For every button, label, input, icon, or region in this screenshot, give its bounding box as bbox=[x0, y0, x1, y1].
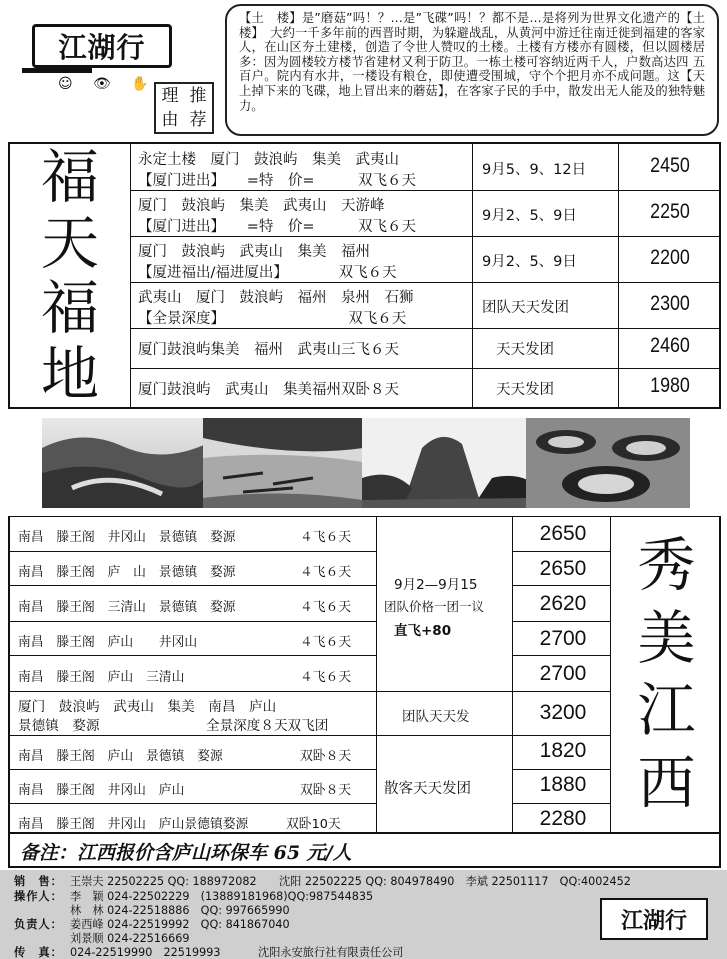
scenery-photo-strip bbox=[8, 410, 721, 516]
individual-daily-departure: 散客天天发团 bbox=[384, 781, 471, 797]
route-price: 3200 bbox=[539, 701, 587, 724]
route-duration: ４飞６天 bbox=[300, 670, 352, 685]
logo-underline bbox=[22, 68, 92, 73]
operator-contact: 林 林 024-22518886 QQ: 997665990 bbox=[70, 904, 290, 917]
sales-contacts: 王崇夫 22502225 QQ: 188972082 沈阳 22502225 QQ: 804978490 李斌 22501117 QQ:4002452 bbox=[70, 875, 631, 888]
row-divider bbox=[512, 621, 610, 622]
route-detail: 【厦门进出】 =特 价= 双飞６天 bbox=[138, 173, 417, 189]
route-duration: 全景深度８天双飞团 bbox=[206, 718, 329, 734]
route-line: 南昌 滕王阁 庐山 井冈山 bbox=[18, 635, 198, 650]
title-char: 江 bbox=[637, 676, 696, 745]
route-price: 1820 bbox=[539, 739, 587, 762]
route-dates: 9月2、5、9日 bbox=[482, 208, 577, 224]
row-divider bbox=[10, 621, 376, 622]
column-divider bbox=[512, 517, 513, 833]
route-line: 南昌 滕王阁 井冈山 景德镇 婺源 bbox=[18, 530, 236, 545]
title-char: 秀 bbox=[637, 531, 696, 600]
route-duration: ４飞６天 bbox=[300, 600, 352, 615]
footer-logo: 江湖行 bbox=[600, 898, 708, 940]
logo-text: 江湖行 bbox=[58, 31, 146, 64]
route-line: 南昌 滕王阁 庐山 三清山 bbox=[18, 670, 185, 685]
route-duration: 双卧８天 bbox=[300, 749, 352, 764]
title-char: 福 bbox=[40, 274, 99, 343]
sales-label: 销 售： bbox=[14, 875, 63, 888]
jiangxi-title bbox=[614, 517, 719, 831]
row-divider bbox=[10, 691, 610, 692]
fujian-route-table bbox=[8, 142, 721, 409]
row-divider bbox=[130, 368, 721, 369]
photo-tulou-roundhouses bbox=[526, 418, 690, 508]
manager-label: 负责人： bbox=[14, 918, 63, 931]
title-char: 美 bbox=[637, 603, 696, 672]
route-price: 2280 bbox=[539, 807, 587, 830]
route-dates: 天天发团 bbox=[496, 382, 554, 398]
route-price: 2300 bbox=[650, 292, 690, 315]
logo-symbols-icon: ☺ 👁 ✋ bbox=[58, 76, 157, 92]
route-price: 2650 bbox=[539, 557, 587, 580]
route-dates: 9月5、9、12日 bbox=[482, 162, 587, 178]
row-divider bbox=[10, 735, 610, 736]
route-line: 武夷山 厦门 鼓浪屿 福州 泉州 石狮 bbox=[138, 290, 414, 306]
route-detail: 【全景深度】 双飞６天 bbox=[138, 311, 407, 327]
route-line: 南昌 滕王阁 井冈山 庐山景德镇婺源 bbox=[18, 817, 249, 832]
operator-label: 操作人： bbox=[14, 890, 63, 903]
row-divider bbox=[512, 803, 610, 804]
row-divider bbox=[10, 803, 376, 804]
route-price: 2620 bbox=[539, 592, 587, 615]
route-line: 厦门鼓浪屿 武夷山 集美福州双卧８天 bbox=[138, 382, 399, 398]
route-line: 厦门 鼓浪屿 集美 武夷山 天游峰 bbox=[138, 198, 385, 214]
row-divider bbox=[130, 328, 721, 329]
route-line: 永定土楼 厦门 鼓浪屿 集美 武夷山 bbox=[138, 152, 399, 168]
group-dates: 9月2—9月15 bbox=[394, 577, 478, 593]
photo-gorge bbox=[42, 418, 206, 508]
title-char: 地 bbox=[40, 340, 99, 409]
route-line: 南昌 滕王阁 三清山 景德镇 婺源 bbox=[18, 600, 236, 615]
route-dates: 天天发团 bbox=[496, 342, 554, 358]
photo-mountain-peak bbox=[362, 418, 528, 508]
row-divider bbox=[130, 282, 721, 283]
route-line: 厦门鼓浪屿集美 福州 武夷山三飞６天 bbox=[138, 342, 399, 358]
route-line: 厦门 鼓浪屿 武夷山 集美 福州 bbox=[138, 244, 370, 260]
route-price: 2700 bbox=[539, 627, 587, 650]
route-line: 南昌 滕王阁 庐 山 景德镇 婺源 bbox=[18, 565, 236, 580]
route-price: 2460 bbox=[650, 334, 690, 357]
recommend-seal bbox=[154, 82, 214, 134]
row-divider bbox=[512, 655, 610, 656]
seal-char: 荐 bbox=[189, 110, 207, 130]
route-duration: 双卧８天 bbox=[300, 783, 352, 798]
fax-label: 传 真： bbox=[14, 946, 63, 959]
photo-river-rafts bbox=[203, 418, 363, 508]
title-char: 天 bbox=[40, 208, 99, 277]
jiangxi-route-table bbox=[8, 516, 721, 834]
route-line: 南昌 滕王阁 井冈山 庐山 bbox=[18, 783, 185, 798]
title-char: 福 bbox=[40, 142, 99, 211]
row-divider bbox=[10, 655, 376, 656]
route-price: 2700 bbox=[539, 662, 587, 685]
row-divider bbox=[512, 585, 610, 586]
group-pricing-note: 团队价格一团一议 bbox=[384, 599, 485, 614]
tulou-intro: 【土 楼】是”磨菇”吗！？…是”飞碟”吗！？都不是…是将列为世界文化遗产的【土楼】 大约一千多年前的西晋时期，为躲避战乱，从黄河中游迁往南迁徙到福建的客家人，在山区夯土建楼，创造了令世人赞叹的土楼。土楼有方楼亦有圆楼，但以圆楼居多：因为圆楼较方楼节省建材又利于防卫。一栋土楼可容纳近两千人，户数高达四 五百户。院内有水井，一楼设有粮仓，即使遭受围城，守个个把月亦不成问题。这【天上掉下来的飞碟，地上冒出来的蘑菇】，在客家子民的手中，散发出无人能及的独特魅力。 bbox=[225, 4, 719, 136]
logo-frame bbox=[32, 24, 172, 68]
fujian-title bbox=[10, 144, 130, 407]
row-divider bbox=[10, 551, 376, 552]
route-price: 2650 bbox=[539, 522, 587, 545]
row-divider bbox=[512, 551, 610, 552]
route-price: 2450 bbox=[650, 154, 690, 177]
route-line: 景德镇 婺源 bbox=[18, 718, 100, 734]
group-daily-departure: 团队天天发 bbox=[402, 709, 470, 725]
route-duration: ４飞６天 bbox=[300, 635, 352, 650]
row-divider bbox=[130, 236, 721, 237]
pricing-note: 备注：江西报价含庐山环保车 65 元/人 bbox=[8, 834, 721, 868]
route-line: 南昌 滕王阁 庐山 景德镇 婺源 bbox=[18, 749, 223, 764]
brand-logo bbox=[8, 6, 218, 134]
row-divider bbox=[10, 769, 376, 770]
manager-contact: 刘景顺 024-22516669 bbox=[70, 932, 190, 945]
route-duration: ４飞６天 bbox=[300, 530, 352, 545]
column-divider bbox=[376, 517, 377, 833]
route-dates: 9月2、5、9日 bbox=[482, 254, 577, 270]
company-name: 沈阳永安旅行社有限责任公司 bbox=[258, 946, 404, 959]
route-detail: 【厦进福出/福进厦出】 双飞６天 bbox=[138, 265, 397, 281]
seal-char: 推 bbox=[189, 86, 207, 106]
route-price: 1980 bbox=[650, 374, 690, 397]
route-dates: 团队天天发团 bbox=[482, 300, 569, 316]
seal-char: 由 bbox=[161, 110, 179, 130]
route-price: 2250 bbox=[650, 200, 690, 223]
manager-contact: 姜西峰 024-22519992 QQ: 841867040 bbox=[70, 918, 290, 931]
route-price: 2200 bbox=[650, 246, 690, 269]
route-detail: 【厦门进出】 =特 价= 双飞６天 bbox=[138, 219, 417, 235]
operator-contact: 李 颖 024-22502229 (13889181968)QQ:987544835 bbox=[70, 890, 374, 903]
seal-char: 理 bbox=[161, 86, 179, 106]
row-divider bbox=[512, 769, 610, 770]
route-line: 厦门 鼓浪屿 武夷山 集美 南昌 庐山 bbox=[18, 699, 277, 715]
row-divider bbox=[10, 585, 376, 586]
route-price: 1880 bbox=[539, 773, 587, 796]
direct-flight-surcharge: 直飞+80 bbox=[394, 623, 452, 639]
title-char: 西 bbox=[637, 748, 696, 817]
route-duration: ４飞６天 bbox=[300, 565, 352, 580]
fax-numbers: 024-22519990 22519993 bbox=[70, 946, 221, 959]
route-duration: 双卧10天 bbox=[286, 817, 341, 832]
row-divider bbox=[130, 190, 721, 191]
